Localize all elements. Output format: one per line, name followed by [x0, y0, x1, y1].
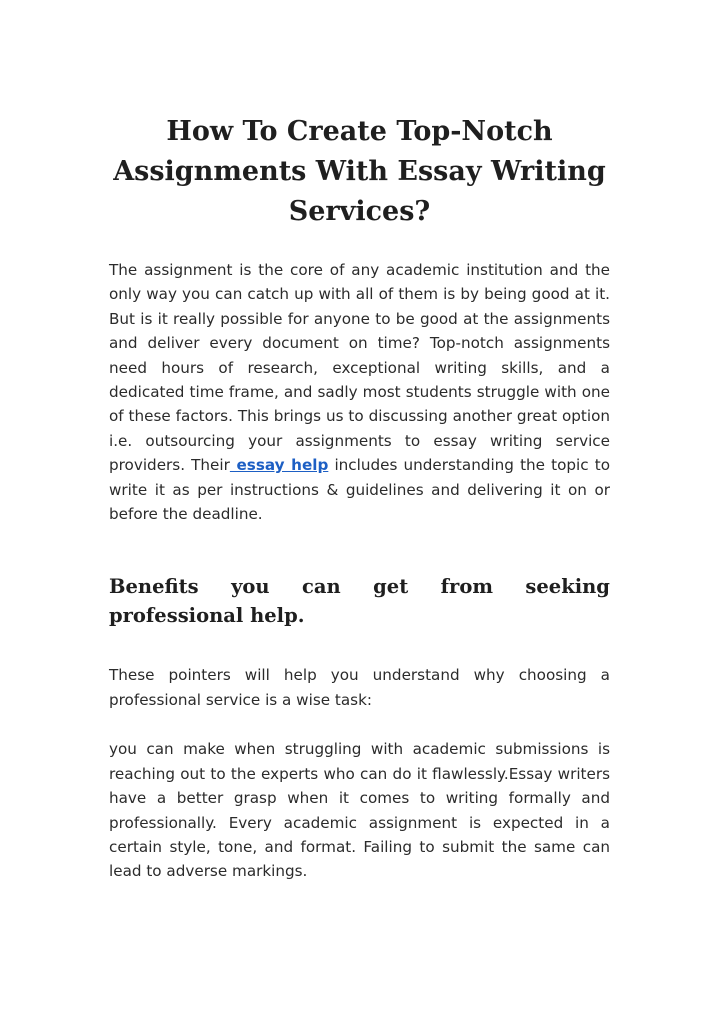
heading-word: can — [302, 575, 341, 599]
heading-word: Benefits — [109, 575, 199, 599]
experts-paragraph: you can make when struggling with academic submissions is reaching out to the experts who can do it flawlessly.Essay writers have a better grasp when it comes to writing formally and professionally. Every academic assignment is expected in a certain style, tone, and format. Failing to submit the same can lead to adverse markings. — [109, 740, 610, 881]
section-heading-line2: professional help. — [109, 604, 305, 628]
intro-paragraph — [109, 258, 610, 526]
section-heading-line1 — [109, 572, 610, 601]
heading-word: from — [440, 575, 493, 599]
pointers-paragraph: These pointers will help you understand why choosing a professional service is a wise task: — [109, 666, 610, 709]
page-title: How To Create Top-Notch Assignments With Essay Writing Services? — [113, 116, 606, 227]
heading-word: seeking — [525, 575, 610, 599]
intro-text-after-link: includes understanding the topic to write it as per instructions & guidelines and delivering it on or before the deadline. — [109, 456, 610, 524]
heading-word: get — [373, 575, 409, 599]
heading-word: you — [231, 575, 270, 599]
document-page — [109, 112, 610, 884]
essay-help-link[interactable]: essay help — [229, 456, 329, 475]
intro-text-before-link: The assignment is the core of any academic institution and the only way you can catch up with all of them is by being good at it. But is it really possible for anyone to be good at the assignments and deliver every document on time? Top-notch assignments need hours of research, exceptional writing skills, and a dedicated time frame, and sadly most students struggle with one of these factors. This brings us to discussing another great option i.e. outsourcing your assignments to essay writing service providers. Their — [109, 261, 610, 475]
section-heading — [109, 572, 610, 630]
